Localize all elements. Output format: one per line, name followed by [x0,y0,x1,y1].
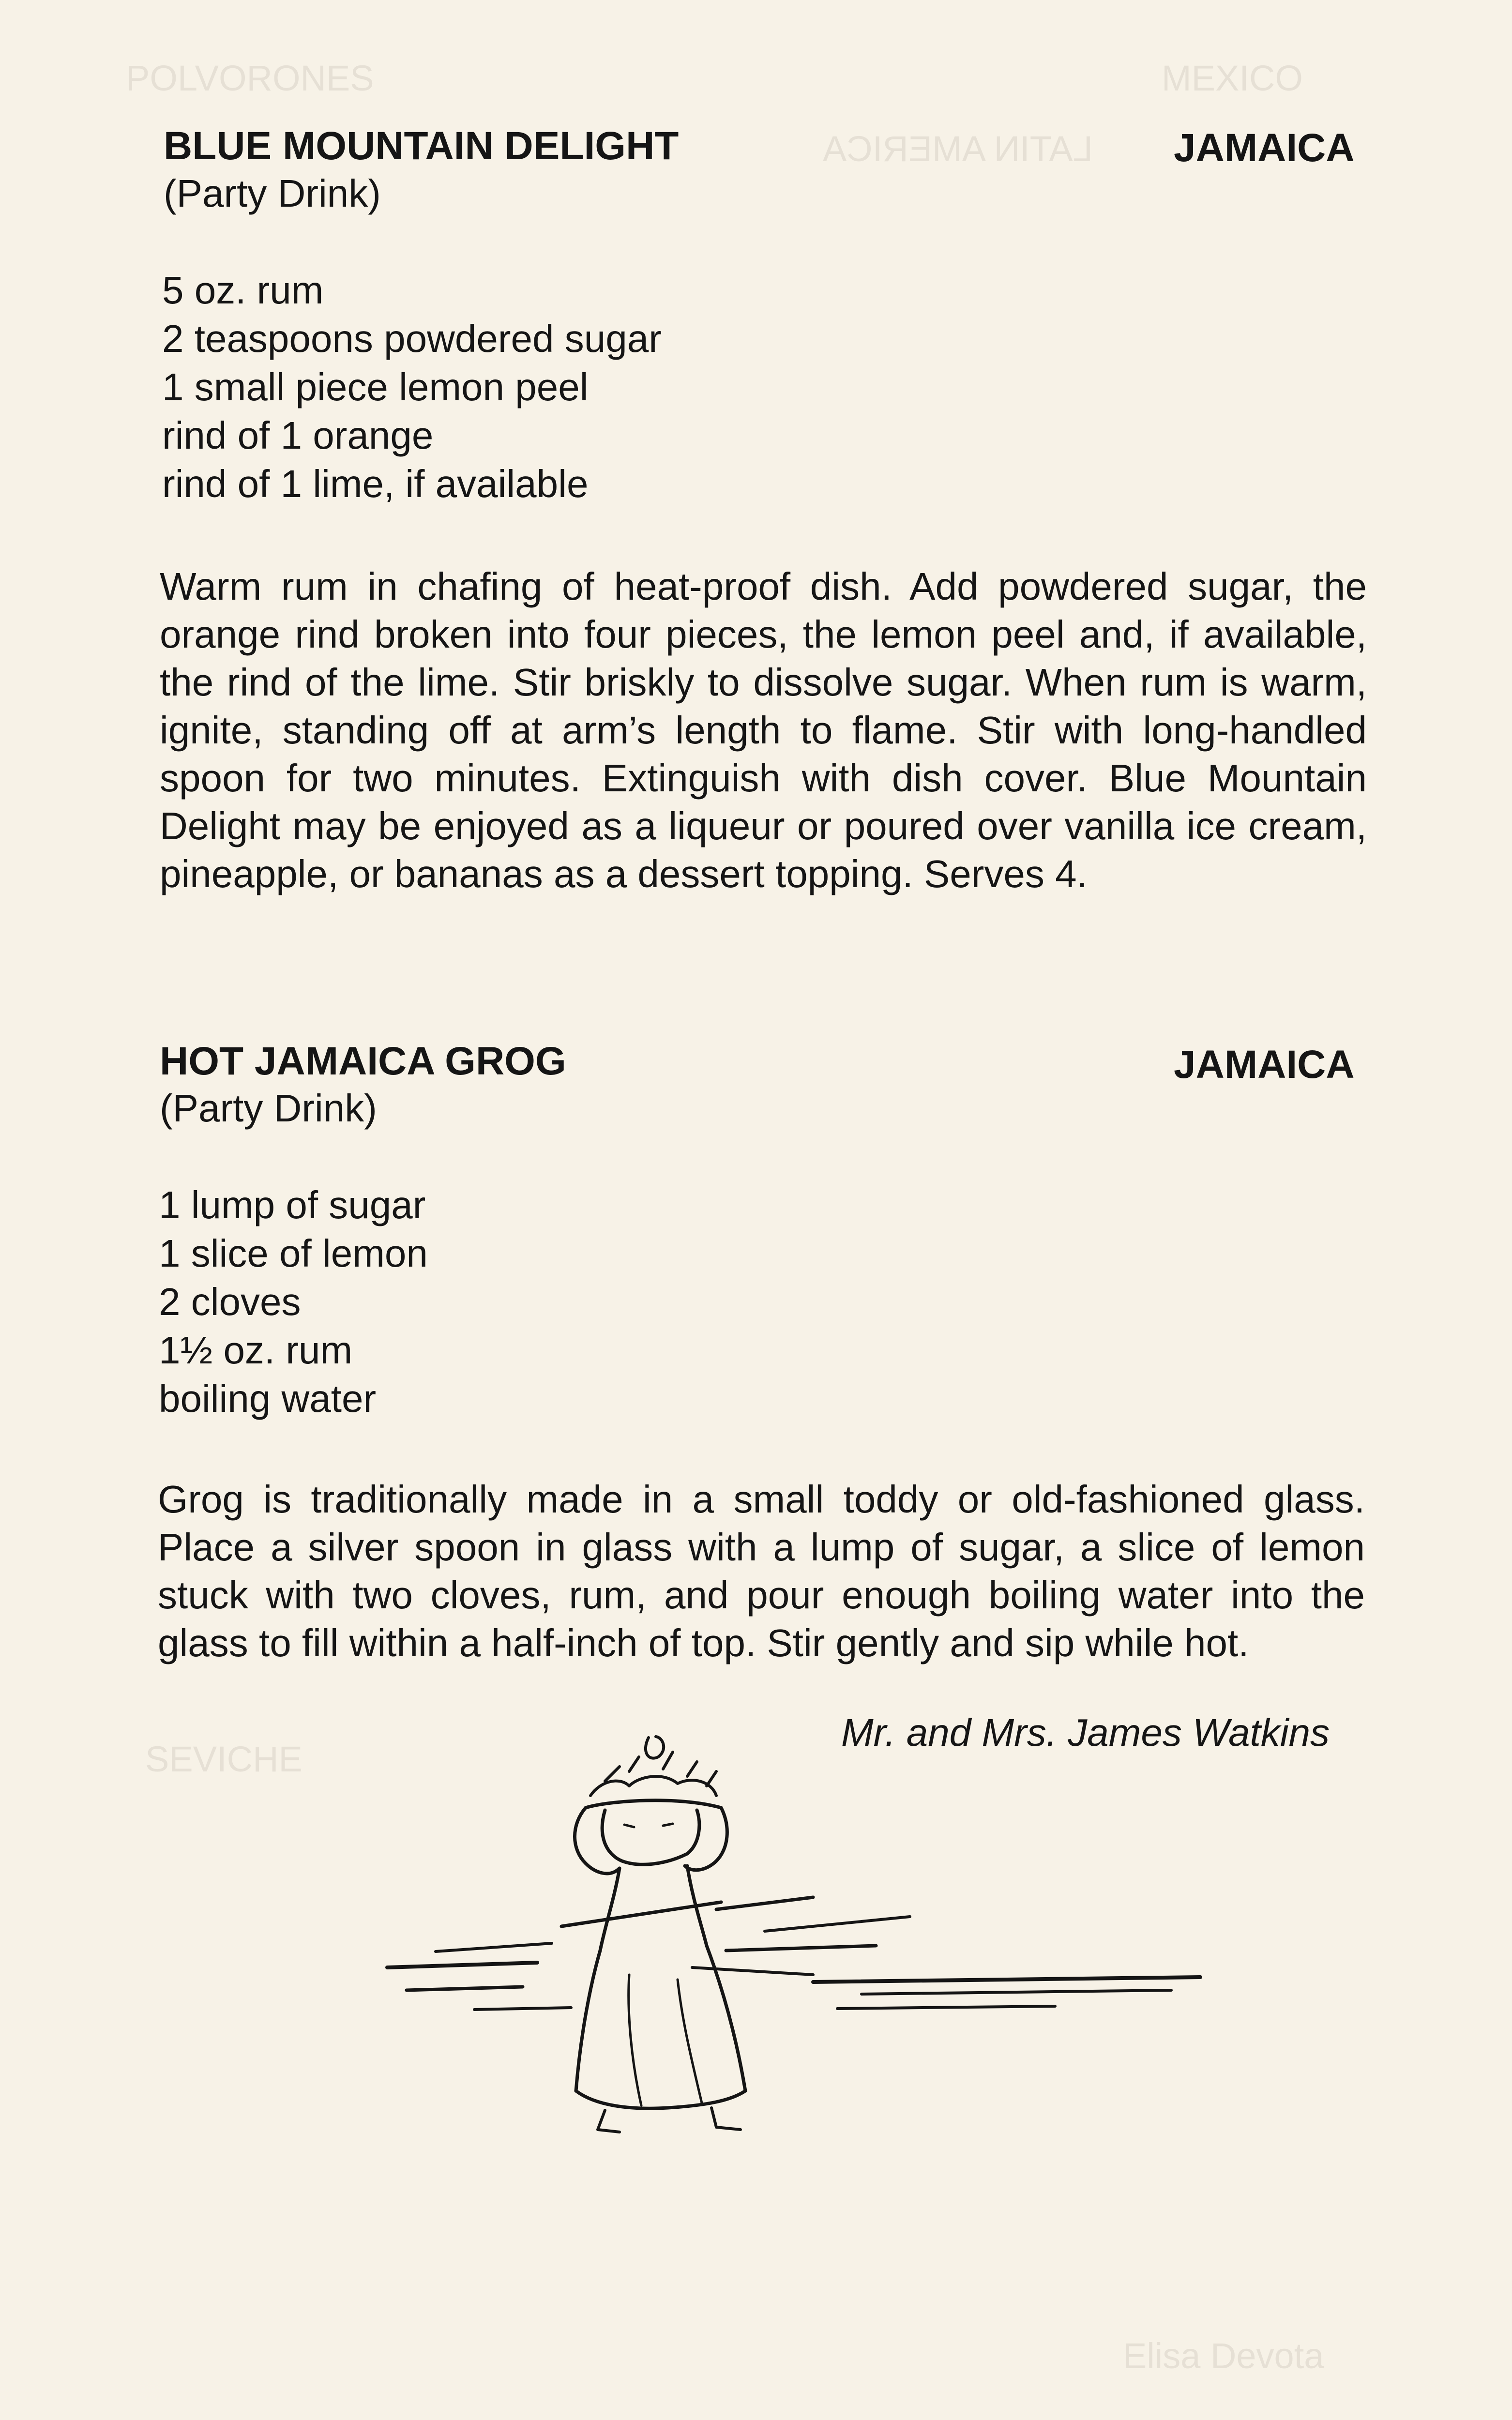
recipe-title: BLUE MOUNTAIN DELIGHT [164,124,679,168]
ingredient: 1 slice of lemon [159,1232,428,1275]
woman-carrying-basket-icon [378,1723,1346,2207]
recipe-credit: Mr. and Mrs. James Watkins [841,1711,1330,1754]
ingredient: rind of 1 orange [162,414,434,457]
recipe-region: JAMAICA [1174,126,1355,170]
ingredient: 1 small piece lemon peel [162,365,589,408]
bleedthrough-heading-right: MEXICO [1162,58,1303,98]
bleedthrough-heading-left: POLVORONES [126,58,374,98]
ingredient: 1 lump of sugar [159,1183,426,1226]
recipe-subtitle: (Party Drink) [164,172,381,215]
recipe-region: JAMAICA [1174,1043,1355,1087]
ingredient-list [162,266,662,508]
bleedthrough-lower-heading: SEVICHE [145,1739,302,1779]
ingredient: 5 oz. rum [162,269,324,312]
ingredient: rind of 1 lime, if available [162,462,589,505]
ingredient: 2 teaspoons powdered sugar [162,317,662,360]
bleedthrough-section: LATIN AMERICA [823,129,1093,169]
recipe-directions: Warm rum in chafing of heat-proof dish. Add powdered sugar, the orange rind broken into four pieces, the lemon peel and, if available, the rind of the lime. Stir briskly to dissolve sugar. When rum is warm, ignite, standing off at arm’s length to flame. Stir with long-handled spoon for two minutes. Extinguish with dish cover. Blue Mountain Delight may be enjoyed as a liqueur or poured over vanilla ice cream, pineapple, or bananas as a dessert topping. Serves 4. [160,565,1367,895]
recipe-directions: Grog is traditionally made in a small toddy or old-fashioned glass. Place a silver spoon in glass with a lump of sugar, a slice of lemon stuck with two cloves, rum, and pour enough boiling water into the glass to fill within a half-inch of top. Stir gently and sip while hot. [158,1478,1365,1664]
ingredient: 2 cloves [159,1280,301,1323]
ingredient: 1½ oz. rum [159,1329,353,1372]
ingredient: boiling water [159,1377,377,1420]
bleedthrough-lower-credit: Elisa Devota [1123,2336,1324,2376]
ingredient-list [159,1181,428,1423]
recipe-subtitle: (Party Drink) [160,1087,377,1130]
recipe-title: HOT JAMAICA GROG [160,1039,566,1083]
